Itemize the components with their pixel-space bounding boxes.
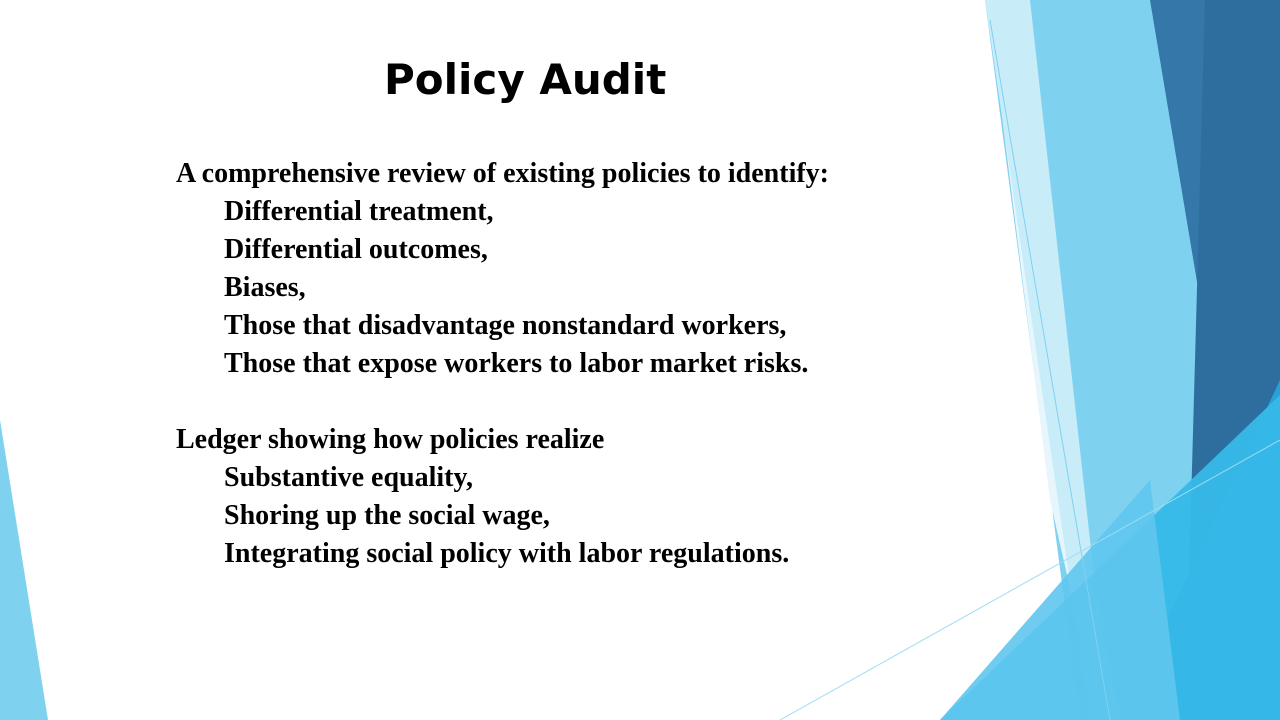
sub-item-list — [176, 459, 956, 573]
list-item: Those that disadvantage nonstandard workers, — [224, 310, 787, 341]
list-item: Shoring up the social wage, — [224, 500, 550, 531]
list-item: Substantive equality, — [224, 462, 473, 493]
list-item: Integrating social policy with labor regulations. — [224, 538, 790, 569]
slide-title: Policy Audit — [384, 55, 667, 104]
slide-body — [176, 155, 956, 573]
sub-item-list — [176, 193, 956, 383]
list-item: Those that expose workers to labor market risks. — [224, 348, 809, 379]
bullet-group-review — [176, 155, 956, 383]
group-lead-text: A comprehensive review of existing policies to identify: — [176, 158, 829, 189]
list-item: Differential outcomes, — [224, 234, 488, 265]
bullet-group-ledger — [176, 421, 956, 573]
group-lead-text: Ledger showing how policies realize — [176, 424, 605, 455]
left-edge-shape — [0, 420, 48, 720]
list-item: Biases, — [224, 272, 306, 303]
list-item: Differential treatment, — [224, 196, 494, 227]
